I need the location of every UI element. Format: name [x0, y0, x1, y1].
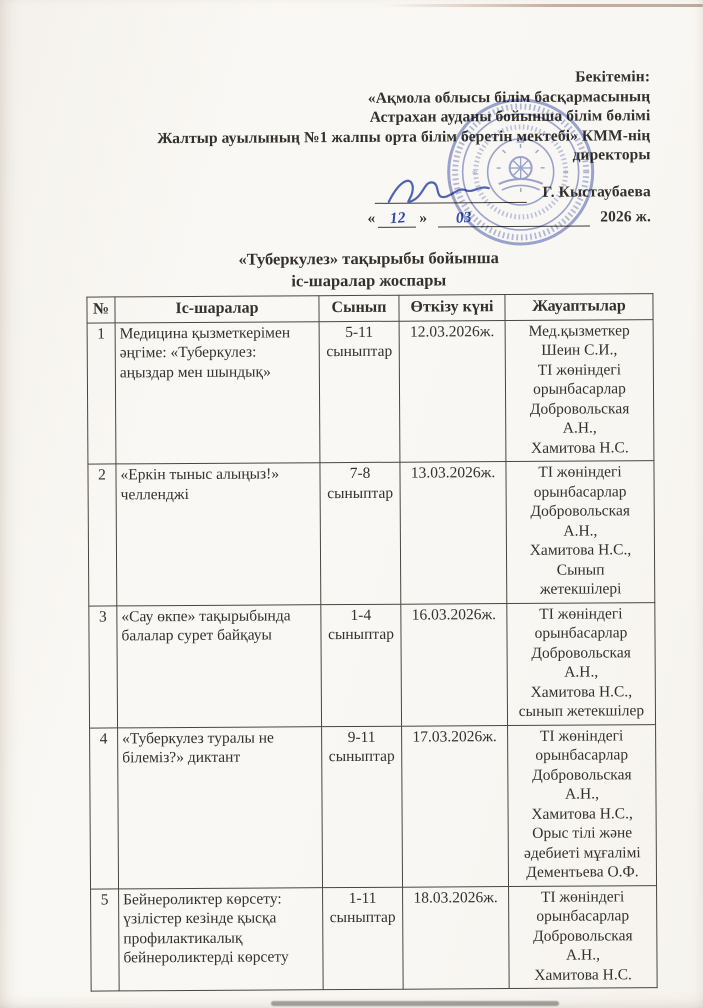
grade-cell: 5-11 сыныптар — [319, 321, 400, 463]
date-cell: 17.03.2026ж. — [402, 725, 509, 887]
approval-block — [57, 67, 651, 230]
date-cell: 16.03.2026ж. — [401, 603, 508, 726]
handwritten-month: 03 — [438, 209, 590, 228]
activities-table — [86, 293, 657, 991]
responsible-cell: ТІ жөніндегі орынбасарлар Добровольская А.Н., Хамитова Н.С., сынып жетекшілер — [507, 602, 656, 725]
handwritten-signature-icon — [378, 173, 508, 208]
row-number: 4 — [90, 727, 119, 888]
table-row — [89, 602, 656, 727]
page-title-line: «Туберкулез» тақырыбы бойынша — [238, 248, 499, 269]
grade-cell: 7-8 сыныптар — [320, 462, 401, 604]
col-header-activities: Іс-шаралар — [115, 296, 319, 323]
col-header-responsible: Жауаптылар — [505, 294, 653, 320]
grade-cell: 9-11 сыныптар — [322, 726, 403, 887]
table-header-row — [87, 294, 653, 323]
row-number: 5 — [91, 888, 120, 991]
table-row — [87, 319, 654, 464]
grade-cell: 1-4 сыныптар — [321, 604, 402, 726]
approval-line: Астрахан ауданы бойынша білім бөлімі — [369, 107, 651, 126]
approval-line: «Ақмола облысы білім басқармасының — [367, 87, 651, 107]
activity-cell: Медицина қызметкерімен әңгіме: «Туберкулез: аңыздар мен шындық» — [115, 321, 320, 464]
table-row — [91, 885, 658, 991]
signature-row — [58, 172, 651, 206]
row-number: 1 — [87, 322, 116, 464]
col-header-number: № — [87, 297, 115, 323]
activity-cell: «Сау өкпе» тақырыбында балалар сурет байқауы — [117, 604, 322, 727]
approval-line: Жалтыр ауылының №1 жалпы орта білім беретін мектебі» КММ-нің — [157, 126, 651, 147]
activity-cell: «Еркін тыныс алыңыз!» челленджі — [116, 463, 321, 606]
responsible-cell: ТІ жөніндегі орынбасарлар Добровольская А.Н., Хамитова Н.С., Сынып жетекшілері — [506, 461, 655, 603]
scan-shadow-bar — [271, 1001, 559, 1006]
page-title — [0, 246, 701, 293]
date-cell: 18.03.2026ж. — [403, 886, 510, 989]
open-quote: « — [367, 209, 376, 227]
responsible-cell: ТІ жөніндегі орынбасарлар Добровольская А.Н., Хамитова Н.С., Орыс тілі және әдебиеті мұғалімі Дементьева О.Ф. — [508, 724, 657, 886]
date-cell: 13.03.2026ж. — [400, 462, 507, 604]
approval-date-row — [58, 207, 651, 230]
table-row — [90, 724, 657, 888]
stamp-star-separator: * — [562, 166, 569, 181]
activity-cell: «Туберкулез туралы не білеміз?» диктант — [118, 726, 323, 888]
year-label: 2026 ж. — [600, 207, 651, 225]
row-number: 2 — [88, 464, 117, 606]
responsible-cell: Мед.қызметкер Шеин С.И., ТІ жөніндегі орынбасарлар Добровольская А.Н., Хамитова Н.С. — [505, 319, 654, 461]
approval-line: директоры — [572, 146, 651, 164]
scan-edge-artifact — [381, 4, 703, 7]
col-header-grade: Сынып — [319, 295, 399, 321]
handwritten-day: 12 — [378, 210, 416, 228]
grade-cell: 1-11 сыныптар — [323, 887, 404, 990]
director-name: Г. Кыстаубаева — [542, 183, 651, 201]
page-title-line: іс-шаралар жоспары — [291, 269, 447, 290]
stamp-star-separator: * — [471, 167, 478, 182]
row-number: 3 — [89, 605, 118, 727]
responsible-cell: ТІ жөніндегі орынбасарлар Добровольская А.Н., Хамитова Н.С. — [509, 885, 658, 988]
approval-line: Бекітемін: — [575, 68, 651, 86]
close-quote: » — [419, 209, 428, 227]
col-header-date: Өткізу күні — [399, 295, 505, 321]
activity-cell: Бейнероликтер көрсету: үзілістер кезінде қысқа профилактикалық бейнероликтерді көрсету — [119, 887, 324, 991]
table-row — [88, 461, 655, 606]
date-cell: 12.03.2026ж. — [399, 320, 506, 462]
signature-line — [374, 179, 526, 203]
